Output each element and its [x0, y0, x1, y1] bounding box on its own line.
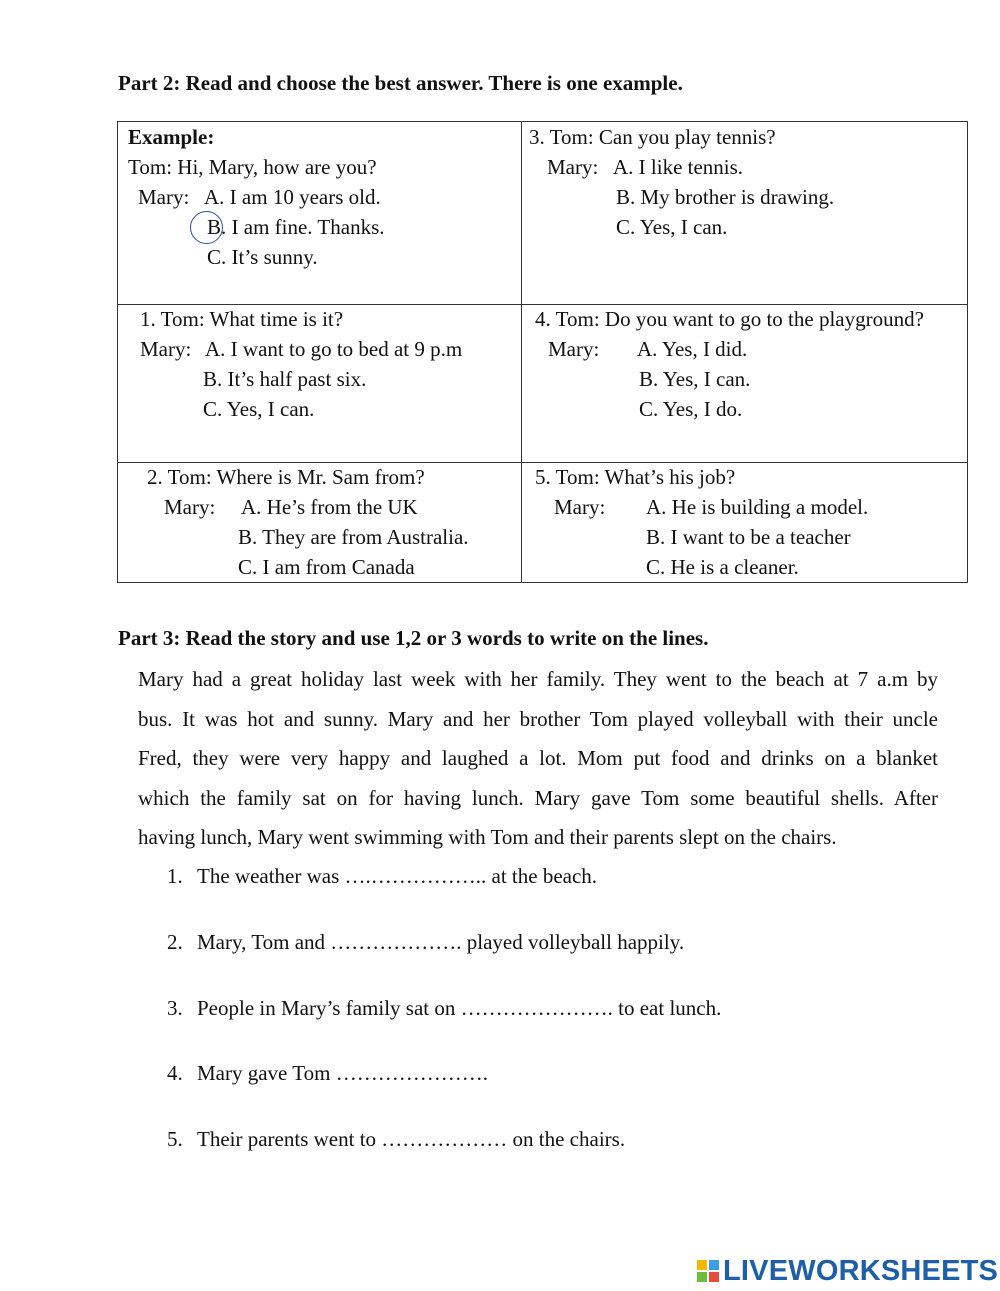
story-line: bus. It was hot and sunny. Mary and her brother Tom played volleyball with their uncle — [138, 706, 938, 731]
example-label: Example: — [128, 125, 215, 149]
question-5-text: 5. Tom: What’s his job? — [535, 465, 736, 489]
question-table — [117, 121, 968, 583]
part3-question-4-text[interactable]: Mary gave Tom …………………. — [197, 1061, 488, 1085]
part3-question-4-number: 4. — [167, 1061, 183, 1085]
question-3-option-c[interactable]: C. Yes, I can. — [616, 215, 728, 239]
part3-question-3-text[interactable]: People in Mary’s family sat on …………………. to eat lunch. — [197, 996, 722, 1020]
question-2-option-c[interactable]: C. I am from Canada — [238, 555, 415, 579]
question-3-option-b[interactable]: B. My brother is drawing. — [616, 185, 835, 209]
question-1-option-a[interactable]: A. I want to go to bed at 9 p.m — [205, 337, 463, 361]
story-line: having lunch, Mary went swimming with Tom and their parents slept on the chairs. — [138, 825, 837, 849]
question-3-text: 3. Tom: Can you play tennis? — [529, 125, 776, 149]
question-5-option-a[interactable]: A. He is building a model. — [646, 495, 869, 519]
question-4-option-a[interactable]: A. Yes, I did. — [637, 337, 748, 361]
part3-question-1-text[interactable]: The weather was ….…………….. at the beach. — [197, 864, 598, 888]
question-2-text: 2. Tom: Where is Mr. Sam from? — [147, 465, 425, 489]
question-2-mary-label: Mary: — [164, 495, 216, 519]
question-2-option-b[interactable]: B. They are from Australia. — [238, 525, 469, 549]
example-option-b: B. I am fine. Thanks. — [207, 215, 385, 239]
question-5-option-c[interactable]: C. He is a cleaner. — [646, 555, 799, 579]
question-5-option-b[interactable]: B. I want to be a teacher — [646, 525, 851, 549]
part3-question-3-number: 3. — [167, 996, 183, 1020]
part3-question-2-text[interactable]: Mary, Tom and ………………. played volleyball happily. — [197, 930, 685, 954]
part3-heading: Part 3: Read the story and use 1,2 or 3 words to write on the lines. — [118, 626, 709, 650]
story-paragraph — [138, 660, 938, 858]
question-1-text: 1. Tom: What time is it? — [140, 307, 344, 331]
question-1-mary-label: Mary: — [140, 337, 192, 361]
example-answer-circle — [190, 211, 223, 244]
question-1-option-b[interactable]: B. It’s half past six. — [203, 367, 367, 391]
logo-block — [709, 1260, 719, 1270]
example-question: Tom: Hi, Mary, how are you? — [128, 155, 377, 179]
story-line: which the family sat on for having lunch. Mary gave Tom some beautiful shells. After — [138, 785, 938, 810]
part3-question-1-number: 1. — [167, 864, 183, 888]
question-4-option-c[interactable]: C. Yes, I do. — [639, 397, 743, 421]
example-option-a: A. I am 10 years old. — [204, 185, 381, 209]
story-line: Mary had a great holiday last week with her family. They went to the beach at 7 a.m by — [138, 667, 938, 691]
story-line: Fred, they were very happy and laughed a lot. Mom put food and drinks on a blanket — [138, 746, 938, 770]
part2-heading: Part 2: Read and choose the best answer. There is one example. — [118, 71, 683, 95]
question-4-mary-label: Mary: — [548, 337, 600, 361]
logo-block — [709, 1272, 719, 1282]
logo-block — [697, 1272, 707, 1282]
example-mary-label: Mary: — [138, 185, 190, 209]
part3-question-5-text[interactable]: Their parents went to ……………… on the chairs. — [197, 1127, 626, 1151]
question-3-mary-label: Mary: — [547, 155, 599, 179]
question-4-text: 4. Tom: Do you want to go to the playground? — [535, 307, 924, 331]
part3-question-5-number: 5. — [167, 1127, 183, 1151]
example-option-c: C. It’s sunny. — [207, 245, 318, 269]
question-5-mary-label: Mary: — [554, 495, 606, 519]
part3-question-2-number: 2. — [167, 930, 183, 954]
question-3-option-a[interactable]: A. I like tennis. — [613, 155, 744, 179]
logo-text: LIVEWORKSHEETS — [723, 1254, 999, 1287]
logo-block — [697, 1260, 707, 1270]
liveworksheets-logo[interactable] — [697, 1254, 998, 1288]
question-2-option-a[interactable]: A. He’s from the UK — [241, 495, 418, 519]
question-4-option-b[interactable]: B. Yes, I can. — [639, 367, 751, 391]
liveworksheets-logo-icon — [697, 1260, 719, 1282]
table-divider-vertical — [521, 122, 522, 582]
question-1-option-c[interactable]: C. Yes, I can. — [203, 397, 315, 421]
